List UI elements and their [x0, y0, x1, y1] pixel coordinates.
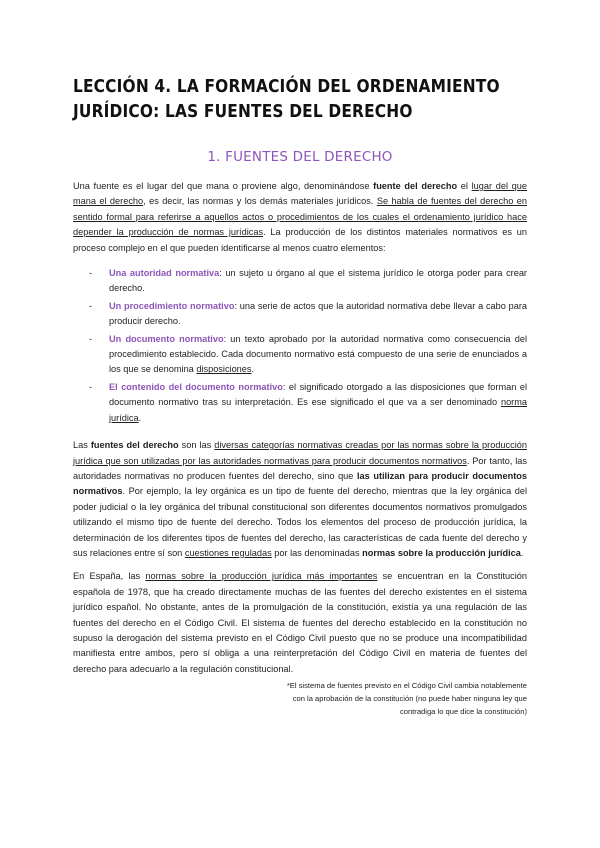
element-text: : una serie de actos que la autoridad normativa debe llevar a cabo para producir derecho. — [109, 300, 527, 327]
text-run: Las — [73, 440, 91, 451]
bold-term: fuente del derecho — [373, 181, 458, 191]
element-text: : el significado otorgado a las disposiciones que forman el documento normativo tras su interpretación. Es ese significado el que va a ser denominado — [109, 381, 527, 408]
elements-list — [73, 266, 527, 426]
footnote-line: contradiga lo que dice la constitución) — [399, 707, 527, 717]
element-text: : un texto aprobado por la autoridad normativa como consecuencia del procedimiento establecido. Cada documento normativo está compuesto de una serie de enunciados a los que se denomina — [109, 333, 527, 375]
text-run: Una fuente es el lugar del que mana o proviene algo, denominándose — [73, 181, 374, 191]
list-item — [109, 299, 527, 330]
text-run: . — [520, 547, 524, 558]
bold-term: fuentes del derecho — [90, 440, 179, 451]
text-run: , es decir, las normas y los demás materiales jurídicos. — [143, 196, 377, 207]
footnote-line: con la aprobación de la constitución (no puede haber ninguna ley que — [292, 694, 527, 704]
text-run: En España, las — [73, 571, 146, 582]
spain-paragraph — [73, 569, 527, 677]
bold-term: las utilizan para producir documentos normativos — [73, 470, 527, 497]
underlined-text: diversas categorías normativas creadas por las normas sobre la producción jurídica que son utilizadas por las autoridades normativas para producir documentos normativos — [73, 440, 527, 466]
element-term: El contenido del documento normativo — [109, 381, 283, 392]
element-term: Un procedimiento normativo — [109, 300, 235, 311]
list-item — [109, 332, 527, 378]
text-run: son las — [178, 440, 215, 451]
text-run: . Por ejemplo, la ley orgánica es un tipo de fuente del derecho, mientras que la ley orgánica del poder judicial o la ley orgánica del tribunal constitucional son diferentes documentos normativos promulgados utilizando el mismo tipo de fuente del derecho. Todos los elementos del proceso de producción jurídica, la determinación de los diferentes tipos de fuentes del derecho, las características de cada fuente del derecho y sus relaciones entre sí son — [73, 486, 527, 558]
underlined-text: normas sobre la producción jurídica más importantes — [145, 571, 378, 582]
text-run: se encuentran en la Constitución española de 1978, que ha creado directamente muchas de las fuentes del derecho existentes en el sistema jurídico español. No obstante, antes de la promulgación de la constitución, existía ya una regulación de las fuentes del derecho en el Código Civil. El sistema de fuentes del derecho establecido en la constitución no supuso la derogación del sistema previsto en el Código Civil puesto que no se produce una incompatibilidad manifiesta entre ambos, pero sí obliga a una reinterpretación del Código Civil en materia de fuentes del derecho para adecuarlo a la regulación constitucional. — [73, 571, 527, 674]
text-run: . — [138, 412, 142, 423]
element-term: Un documento normativo — [109, 333, 224, 344]
text-run: . Por tanto, las autoridades normativas no producen fuentes del derecho, sino que — [73, 455, 527, 481]
text-run: . — [251, 364, 255, 375]
list-item — [109, 266, 527, 297]
lesson-title: LECCIÓN 4. LA FORMACIÓN DEL ORDENAMIENTO JURÍDICO: LAS FUENTES DEL DERECHO — [73, 77, 500, 122]
underlined-text: lugar del que mana el derecho — [73, 181, 528, 207]
list-item — [109, 380, 527, 426]
bold-term: normas sobre la producción jurídica — [362, 547, 521, 558]
text-run: el — [457, 181, 472, 191]
underlined-text: Se habla de fuentes del derecho en sentido formal para referirse a aquellos actos o procedimientos de los cuales el ordenamiento jurídico hace depender la producción de normas jurídicas — [73, 196, 527, 238]
element-term: Una autoridad normativa — [109, 268, 220, 279]
text-run: . La producción de los distintos materiales normativos es un proceso complejo en el que pueden identificarse al menos cuatro elementos: — [73, 227, 527, 253]
underlined-text: cuestiones reguladas — [184, 547, 272, 558]
text-run: por las denominadas — [271, 547, 363, 558]
sources-paragraph — [73, 438, 527, 561]
underlined-text: disposiciones — [196, 364, 252, 375]
intro-paragraph — [73, 179, 527, 256]
underlined-text: norma jurídica — [109, 397, 527, 423]
element-text: : un sujeto u órgano al que el sistema jurídico le otorga poder para crear derecho. — [109, 268, 527, 294]
section-title: 1. FUENTES DEL DERECHO — [207, 149, 393, 165]
footnote — [73, 679, 527, 718]
footnote-line: *El sistema de fuentes previsto en el Código Civil cambia notablemente — [286, 681, 527, 691]
